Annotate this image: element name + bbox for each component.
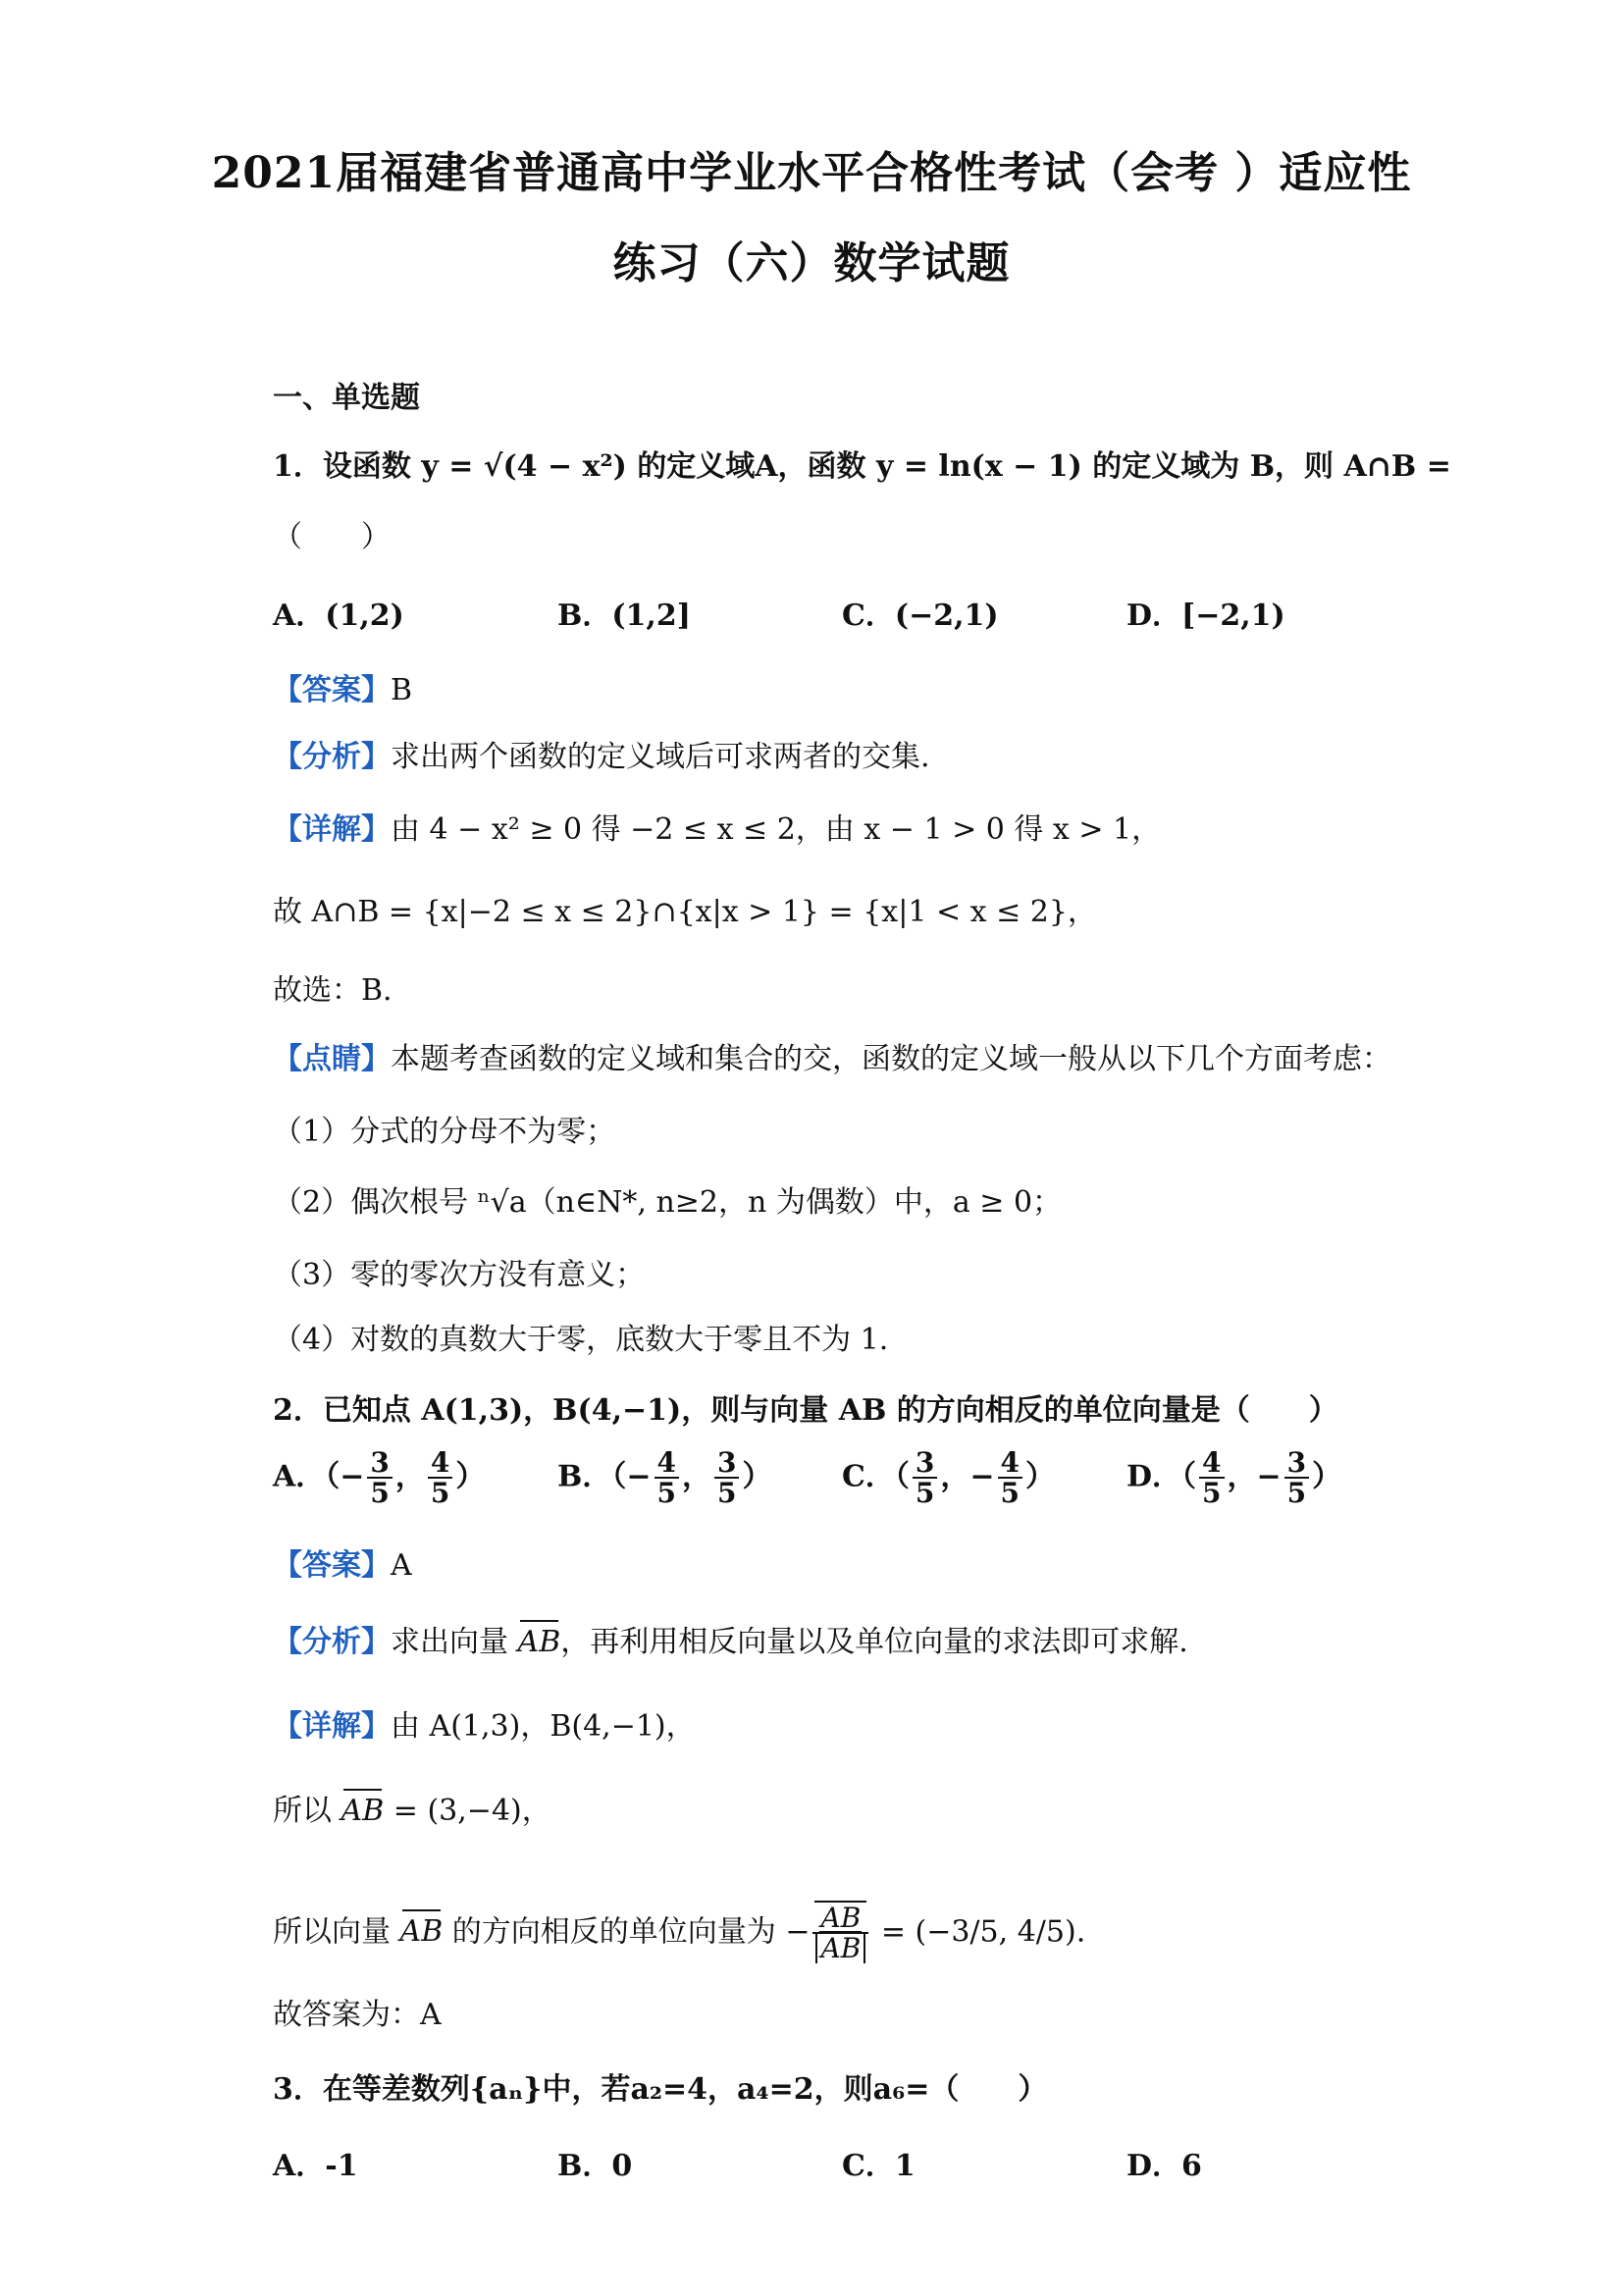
period: .	[1075, 1914, 1086, 1950]
analysis-tag: 【分析】	[273, 1625, 391, 1659]
denominator: 5	[656, 1477, 676, 1510]
fraction	[654, 1448, 679, 1508]
q2-detail-3-pre: 所以向量	[273, 1914, 400, 1950]
q2-option-a	[273, 1448, 485, 1508]
section-heading: 一、单选题	[273, 381, 420, 415]
fraction	[1199, 1448, 1224, 1508]
q3-option-c: C．1	[842, 2149, 916, 2183]
answer-tag: 【答案】	[273, 1548, 391, 1583]
q1-comment-1	[273, 1040, 1397, 1079]
q1-analysis-text: 求出两个函数的定义域后可求两者的交集.	[391, 740, 930, 774]
detail-tag: 【详解】	[273, 812, 391, 847]
comment-tag: 【点睛】	[273, 1042, 391, 1076]
q1-comment-5: （4）对数的真数大于零，底数大于零且不为 1.	[273, 1323, 889, 1357]
fraction	[367, 1448, 392, 1508]
separator: ，	[394, 1459, 425, 1494]
q2-answer-value: A	[391, 1548, 412, 1583]
q2-stem: 2．已知点 A(1,3)，B(4,−1)，则与向量 AB 的方向相反的单位向量是（ ）	[273, 1393, 1338, 1428]
q1-stem-line-1: 1．设函数 y = √(4 − x²) 的定义域A，函数 y = ln(x − 1) 的定义域为 B，则 A∩B =	[273, 449, 1451, 484]
q2-detail-text-1: 由 A(1,3)，B(4,−1)，	[391, 1709, 696, 1744]
vector-ab: AB	[518, 1623, 561, 1662]
q1-detail-3: 故选：B.	[273, 973, 393, 1008]
fraction	[1284, 1448, 1309, 1508]
numerator-vector-ab: AB	[812, 1904, 868, 1934]
q2-detail-4: 故答案为：A	[273, 1998, 442, 2032]
q1-answer	[273, 671, 1397, 710]
q1-comment-2: （1）分式的分母不为零；	[273, 1115, 616, 1149]
denominator: 5	[1202, 1477, 1222, 1510]
answer-tag: 【答案】	[273, 673, 391, 707]
q1-stem-line-2: （ ）	[273, 520, 391, 554]
separator: ，−	[940, 1459, 995, 1494]
denominator: 5	[915, 1477, 935, 1510]
close-paren: ）	[742, 1459, 772, 1494]
q2-detail-2-pre: 所以	[273, 1794, 341, 1828]
q1-option-c: C．(−2,1)	[842, 599, 999, 633]
denominator: 5	[370, 1477, 390, 1510]
numerator: 3	[913, 1448, 937, 1479]
q2-detail-3	[273, 1904, 1397, 1963]
analysis-tag: 【分析】	[273, 740, 391, 774]
q2-option-d	[1126, 1448, 1341, 1508]
q1-comment-text-1: 本题考查函数的定义域和集合的交，函数的定义域一般从以下几个方面考虑：	[391, 1042, 1391, 1076]
unit-vector-fraction	[812, 1904, 868, 1963]
numerator: 3	[367, 1448, 392, 1479]
document-title-line-2: 练习（六）数学试题	[612, 238, 1011, 288]
fraction	[998, 1448, 1022, 1508]
q2-detail-2-post: = (3,−4)，	[384, 1794, 551, 1828]
q2-analysis	[273, 1623, 1397, 1662]
denominator: 5	[1000, 1477, 1020, 1510]
separator: ，−	[1227, 1459, 1282, 1494]
numerator: 4	[1199, 1448, 1224, 1479]
document-title-line-1: 2021届福建省普通高中学业水平合格性考试（会考 ）适应性	[211, 148, 1412, 198]
detail-tag: 【详解】	[273, 1709, 391, 1744]
q3-option-a: A．-1	[273, 2149, 358, 2183]
q2-detail-3-mid: 的方向相反的单位向量为 −	[443, 1914, 811, 1950]
denominator: 5	[430, 1477, 450, 1510]
numerator: 4	[654, 1448, 679, 1479]
numerator: 4	[998, 1448, 1022, 1479]
close-paren: ）	[1312, 1459, 1342, 1494]
q3-option-b: B．0	[557, 2149, 633, 2183]
q1-detail-1	[273, 810, 1397, 850]
numerator: 4	[428, 1448, 452, 1479]
close-paren: ）	[1025, 1459, 1055, 1494]
fraction	[714, 1448, 739, 1508]
q1-option-d: D．[−2,1)	[1126, 599, 1285, 633]
separator: ，	[681, 1459, 711, 1494]
numerator: 3	[1284, 1448, 1309, 1479]
q2-option-a-label: A．（−	[273, 1459, 365, 1494]
vector-ab: AB	[341, 1792, 385, 1831]
q1-comment-3: （2）偶次根号 ⁿ√a（n∈N*, n≥2，n 为偶数）中，a ≥ 0；	[273, 1185, 1063, 1220]
q2-detail-1	[273, 1707, 1397, 1747]
q3-stem: 3．在等差数列{aₙ}中，若a₂=4，a₄=2，则a₆=（ ）	[273, 2072, 1048, 2107]
q1-answer-value: B	[391, 673, 413, 707]
q2-answer	[273, 1546, 1397, 1586]
q2-option-b	[557, 1448, 771, 1508]
q2-option-d-label: D．（	[1126, 1459, 1197, 1494]
q1-comment-4: （3）零的零次方没有意义；	[273, 1258, 646, 1292]
q2-option-b-label: B．（−	[557, 1459, 652, 1494]
fraction	[913, 1448, 937, 1508]
q1-detail-2: 故 A∩B = {x|−2 ≤ x ≤ 2}∩{x|x > 1} = {x|1 < x ≤ 2}，	[273, 895, 1097, 929]
q1-option-a: A．(1,2)	[273, 599, 404, 633]
q2-detail-3-result: (−3/5, 4/5)	[915, 1914, 1076, 1950]
numerator: 3	[714, 1448, 739, 1479]
q2-analysis-text-pre: 求出向量	[391, 1625, 518, 1659]
q2-option-c-label: C．（	[842, 1459, 910, 1494]
fraction	[428, 1448, 452, 1508]
q2-detail-2	[273, 1792, 1397, 1831]
denominator: 5	[1286, 1477, 1307, 1510]
close-paren: ）	[455, 1459, 486, 1494]
vector-ab: AB	[400, 1912, 444, 1952]
q1-detail-text-1: 由 4 − x² ≥ 0 得 −2 ≤ x ≤ 2，由 x − 1 > 0 得 x > 1，	[391, 812, 1162, 847]
equals-sign: =	[871, 1914, 916, 1950]
q1-option-b: B．(1,2]	[557, 599, 691, 633]
denominator-vector-ab-magnitude: AB	[815, 1934, 865, 1962]
q2-option-c	[842, 1448, 1055, 1508]
q1-analysis	[273, 738, 1397, 777]
q3-option-d: D．6	[1126, 2149, 1202, 2183]
denominator: 5	[716, 1477, 737, 1510]
q2-analysis-text-post: ，再利用相反向量以及单位向量的求法即可求解.	[560, 1625, 1188, 1659]
